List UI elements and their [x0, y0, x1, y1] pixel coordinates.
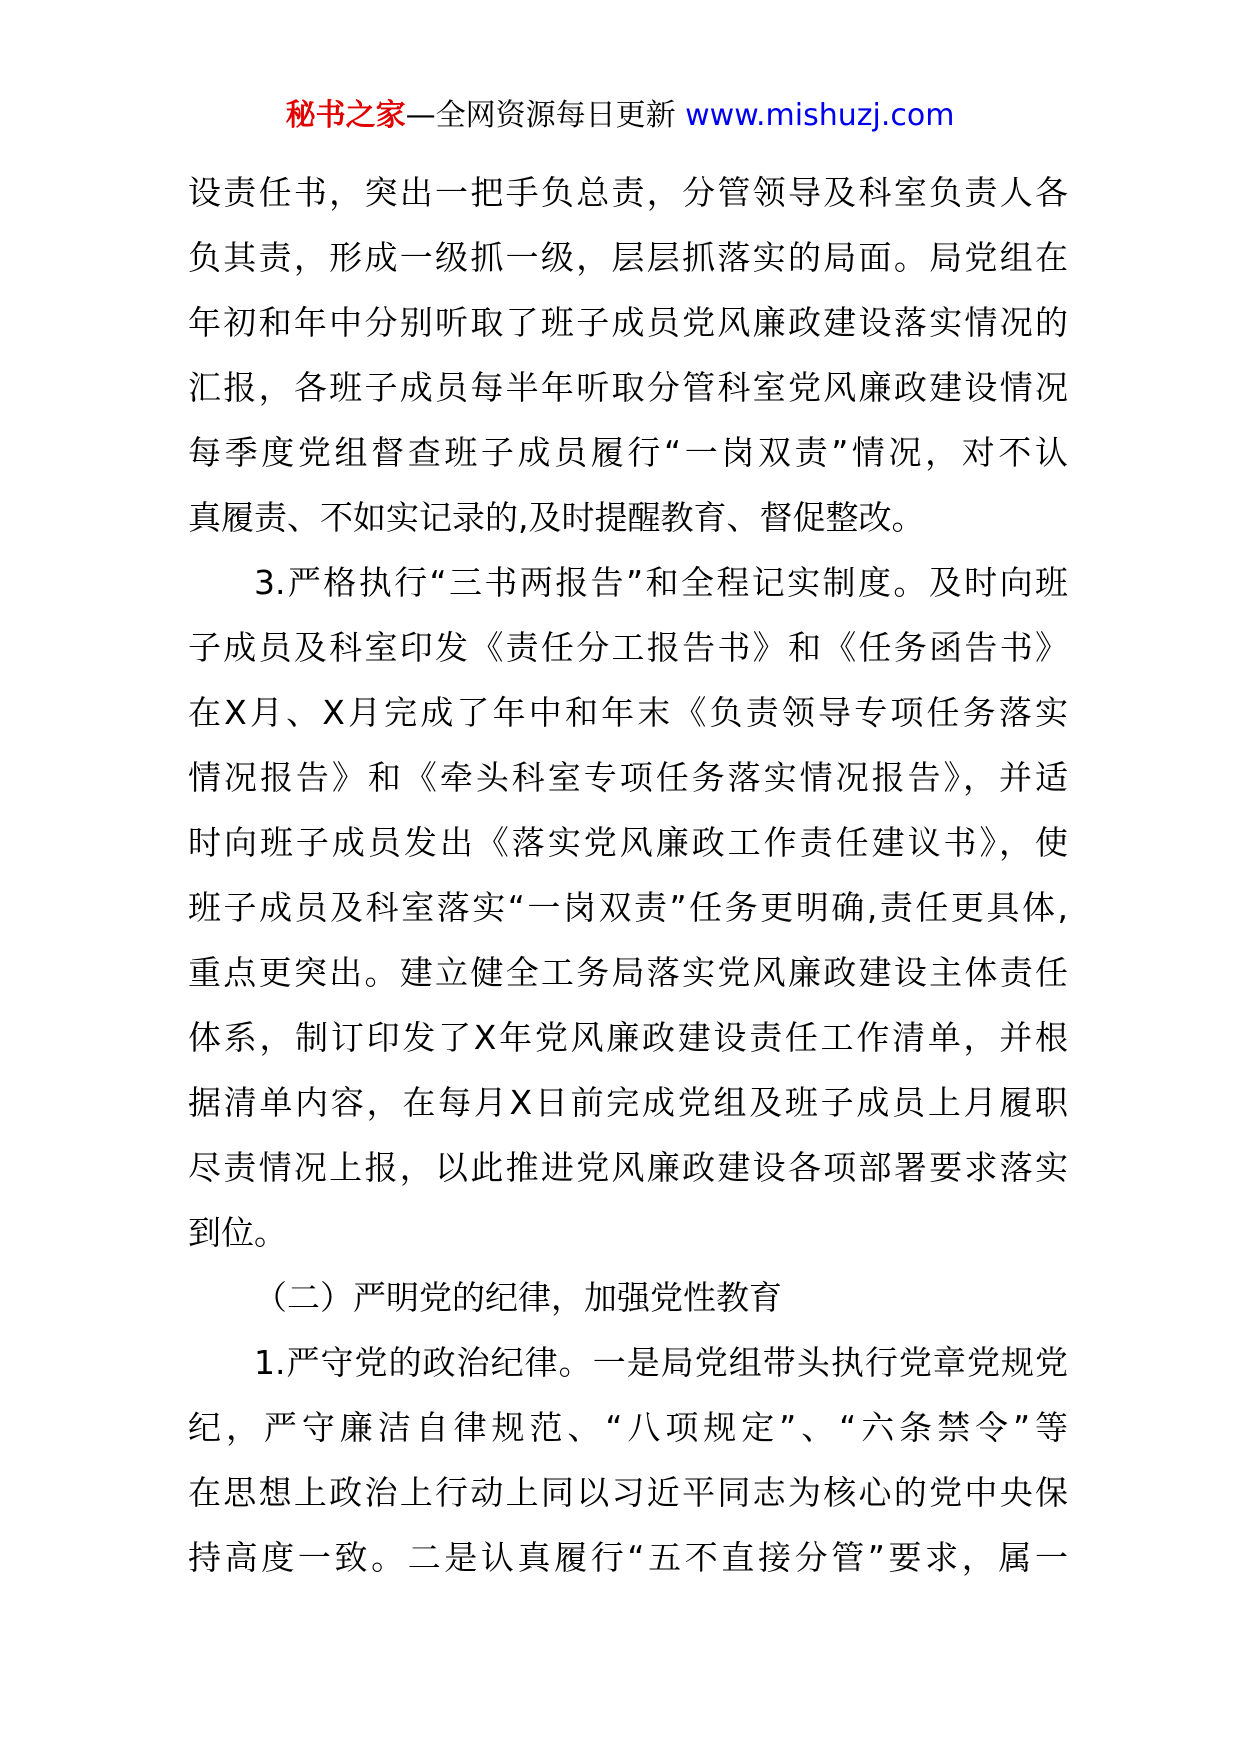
- paragraph-start-line: 1.严守党的政治纪律。一是局党组带头执行党章党规党: [254, 1343, 1068, 1382]
- text-line: 重点更突出。建立健全工务局落实党风廉政建设主体责任: [188, 953, 1068, 992]
- text-line: 时向班子成员发出《落实党风廉政工作责任建议书》，使: [188, 823, 1068, 862]
- text-line: 每季度党组督查班子成员履行“一岗双责”情况，对不认: [188, 433, 1068, 472]
- page-header: [0, 96, 1240, 136]
- text-line: 子成员及科室印发《责任分工报告书》和《任务函告书》: [188, 628, 1068, 667]
- site-brand: 秘书之家: [285, 98, 406, 133]
- text-line: 情况报告》和《牵头科室专项任务落实情况报告》，并适: [188, 758, 1068, 797]
- text-line: 纪，严守廉洁自律规范、“八项规定”、“六条禁令”等: [188, 1408, 1068, 1447]
- site-url-link[interactable]: www.mishuzj.com: [685, 98, 955, 133]
- text-line: 持高度一致。二是认真履行“五不直接分管”要求，属一: [188, 1538, 1068, 1577]
- text-line: 负其责，形成一级抓一级，层层抓落实的局面。局党组在: [188, 238, 1068, 277]
- paragraph-start-line: 3.严格执行“三书两报告”和全程记实制度。及时向班: [254, 563, 1068, 602]
- text-line: 在思想上政治上行动上同以习近平同志为核心的党中央保: [188, 1473, 1068, 1512]
- text-line: 据清单内容，在每月X日前完成党组及班子成员上月履职: [188, 1083, 1068, 1122]
- text-line: 真履责、不如实记录的,及时提醒教育、督促整改。: [188, 498, 925, 537]
- text-line: 尽责情况上报，以此推进党风廉政建设各项部署要求落实: [188, 1148, 1068, 1187]
- text-line: 汇报，各班子成员每半年听取分管科室党风廉政建设情况: [188, 368, 1068, 407]
- text-line: 年初和年中分别听取了班子成员党风廉政建设落实情况的: [188, 303, 1068, 342]
- site-tagline: —全网资源每日更新: [405, 98, 676, 133]
- text-line: 班子成员及科室落实“一岗双责”任务更明确,责任更具体,: [188, 888, 1068, 927]
- text-line: 到位。: [188, 1213, 287, 1252]
- text-line: 设责任书，突出一把手负总责，分管领导及科室负责人各: [188, 173, 1068, 212]
- text-line: 体系，制订印发了X年党风廉政建设责任工作清单，并根: [188, 1018, 1068, 1057]
- text-line: 在X月、X月完成了年中和年末《负责领导专项任务落实: [188, 693, 1068, 732]
- document-body: [188, 160, 1068, 1590]
- section-heading: （二）严明党的纪律，加强党性教育: [254, 1278, 782, 1317]
